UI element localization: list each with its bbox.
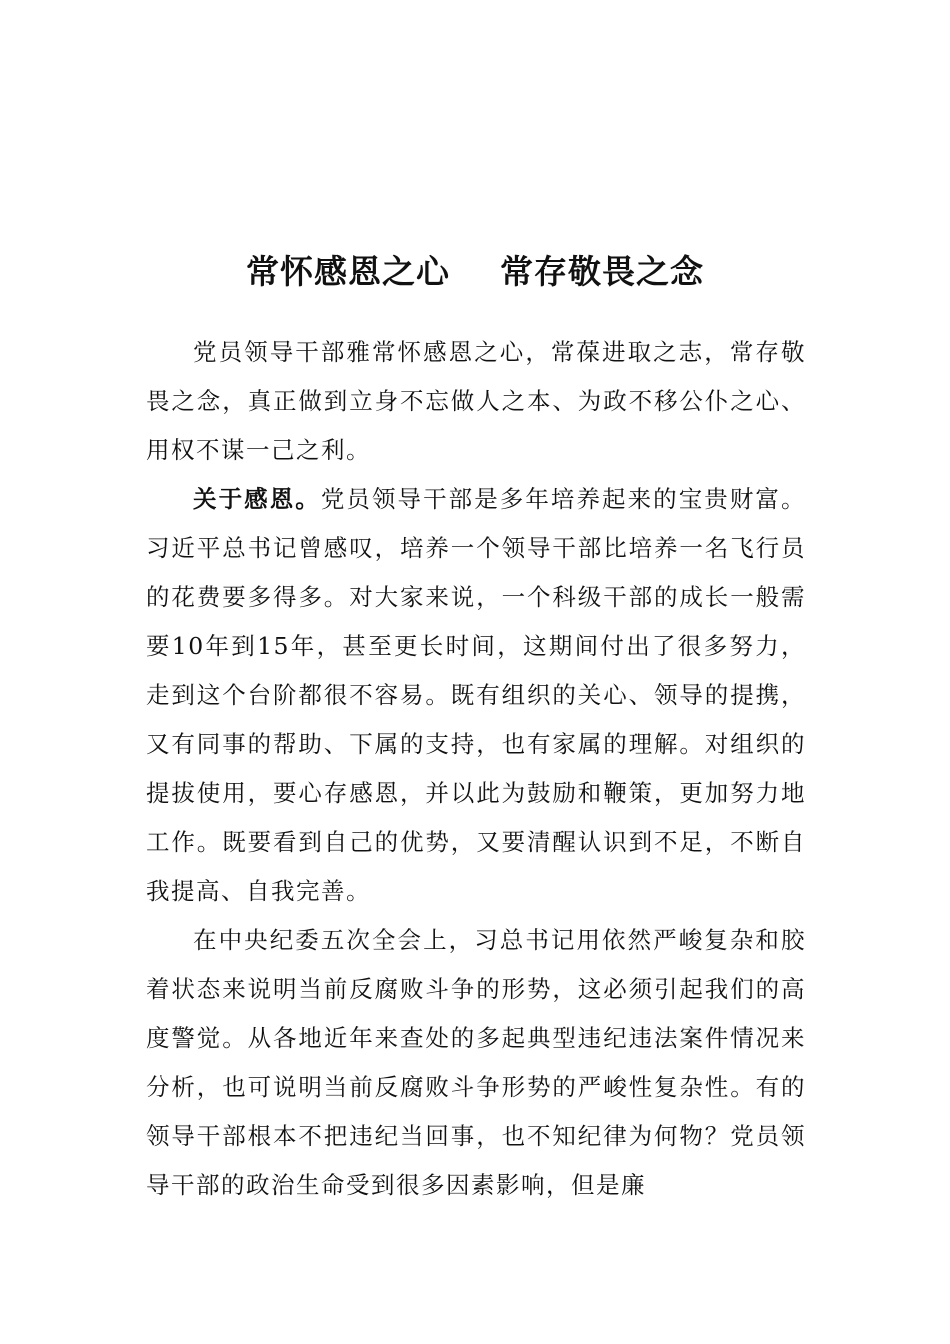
- paragraph-gratitude: [146, 475, 806, 916]
- paragraph-intro-text: 党员领导干部雅常怀感恩之心，常葆进取之志，常存敬畏之念，真正做到立身不忘做人之本、为政不移公仆之心、用权不谋一己之利。: [146, 338, 806, 464]
- paragraph-intro: [146, 328, 806, 475]
- paragraph-gratitude-lead: 关于感恩。: [193, 485, 321, 513]
- document-body: [146, 328, 806, 1210]
- paragraph-anticorruption-text: 在中央纪委五次全会上，习总书记用依然严峻复杂和胶着状态来说明当前反腐败斗争的形势，这必须引起我们的高度警觉。从各地近年来查处的多起典型违纪违法案件情况来分析，也可说明当前反腐败斗争形势的严峻性复杂性。有的领导干部根本不把违纪当回事，也不知纪律为何物？党员领导干部的政治生命受到很多因素影响，但是廉: [146, 926, 806, 1199]
- paragraph-anticorruption: [146, 916, 806, 1210]
- document-title: 常怀感恩之心 常存敬畏之念: [246, 252, 704, 291]
- paragraph-gratitude-text: 党员领导干部是多年培养起来的宝贵财富。习近平总书记曾感叹，培养一个领导干部比培养一名飞行员的花费要多得多。对大家来说，一个科级干部的成长一般需要10年到15年，甚至更长时间，这期间付出了很多努力，走到这个台阶都很不容易。既有组织的关心、领导的提携，又有同事的帮助、下属的支持，也有家属的理解。对组织的提拔使用，要心存感恩，并以此为鼓励和鞭策，更加努力地工作。既要看到自己的优势，又要清醒认识到不足，不断自我提高、自我完善。: [146, 485, 807, 905]
